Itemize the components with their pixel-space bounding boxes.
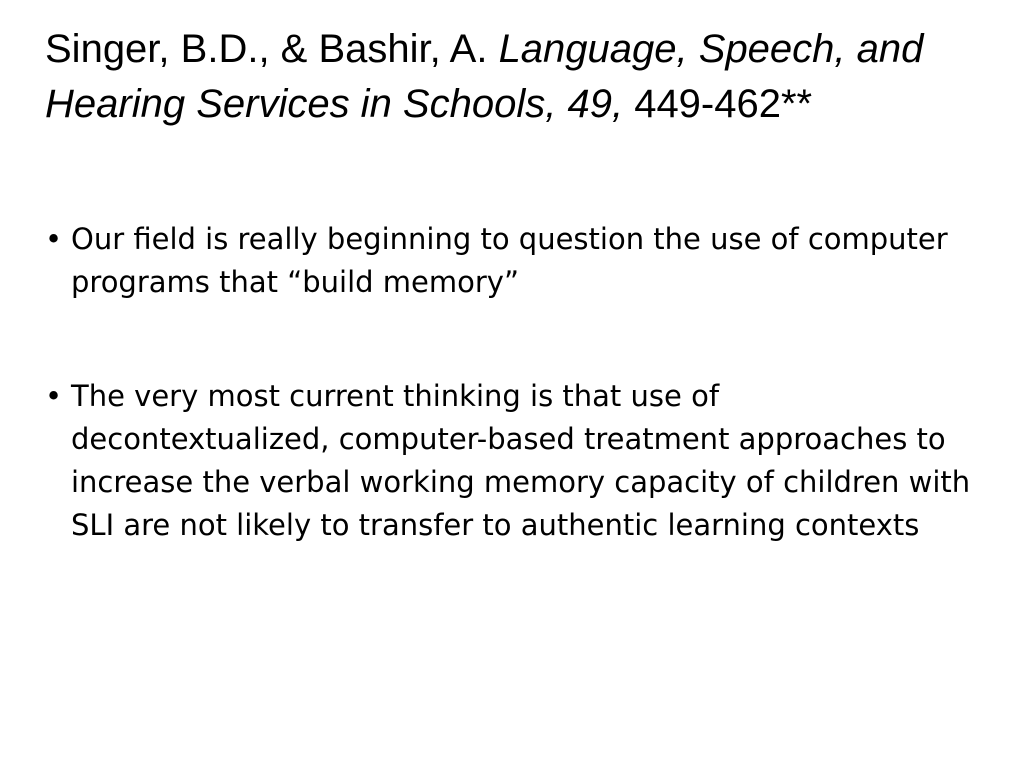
title-authors: Singer, B.D., & Bashir, A. (45, 27, 499, 71)
title-pages: 449-462** (623, 82, 813, 126)
bullet-list (45, 218, 980, 618)
slide-title (45, 22, 975, 132)
bullet-item-1: • Our field is really beginning to question the use of computer programs that “build memory” (45, 218, 980, 304)
bullet-item-2: • The very most current thinking is that use of decontextualized, computer-based treatment approaches to increase the verbal working memory capacity of children with SLI are not likely to transfer to authentic learning contexts (45, 375, 980, 547)
title-journal: Language, Speech, and Hearing Services in Schools, 49, (45, 27, 924, 126)
